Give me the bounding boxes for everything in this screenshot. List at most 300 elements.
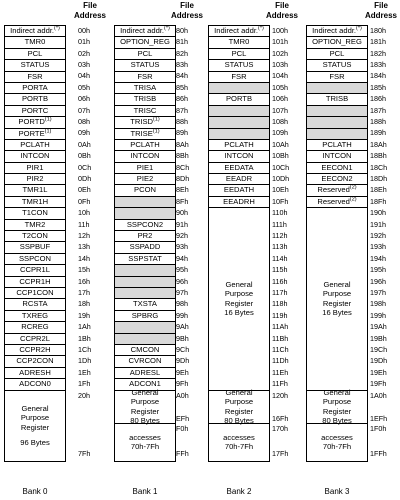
gpr-label-line: General	[225, 279, 253, 289]
register-cell	[115, 242, 175, 253]
file-address: 104h	[272, 71, 288, 81]
unimplemented-register	[209, 106, 269, 117]
file-address: 180h	[370, 25, 386, 35]
register-cell	[5, 220, 65, 231]
gpr-label-line: Register	[322, 298, 352, 308]
file-address: 1Eh	[78, 367, 91, 377]
register-footnote: (*)	[258, 26, 264, 32]
file-address: 8Eh	[176, 185, 189, 195]
register-name: PCL	[137, 48, 153, 58]
register-cell	[5, 197, 65, 208]
register-name: TRISE	[130, 128, 153, 138]
register-name: CCPR2L	[20, 333, 50, 343]
register-cell	[209, 185, 269, 196]
register-cell	[307, 94, 367, 105]
register-name: PCLATH	[130, 139, 160, 149]
register-name: SPBRG	[131, 310, 159, 320]
register-cell	[5, 345, 65, 356]
file-address: 108h	[272, 116, 288, 126]
register-name: SSPADD	[129, 242, 161, 252]
file-address: 04h	[78, 71, 90, 81]
register-cell	[5, 83, 65, 94]
file-address: 92h	[176, 230, 188, 240]
unimplemented-register	[115, 265, 175, 276]
register-name: PR2	[137, 231, 153, 241]
file-address: 109h	[272, 128, 288, 138]
register-name: STATUS	[322, 60, 352, 70]
file-address: 192h	[370, 230, 386, 240]
register-name: INTCON	[322, 151, 352, 161]
accesses-start-address: 170h	[272, 424, 288, 433]
register-cell	[5, 60, 65, 71]
file-address: 98h	[176, 299, 188, 309]
file-address: 115h	[272, 265, 288, 275]
file-address: 18Fh	[370, 196, 387, 206]
register-cell	[115, 299, 175, 310]
register-cell	[5, 277, 65, 288]
register-cell	[115, 49, 175, 60]
gpr-label-line: Register	[224, 298, 254, 308]
register-name: OPTION_REG	[120, 37, 170, 47]
file-address: 11Fh	[272, 379, 288, 389]
file-address: 93h	[176, 242, 188, 252]
register-cell	[115, 60, 175, 71]
accesses-label-line: accesses	[321, 432, 353, 442]
gpr-label-line: Register	[20, 422, 50, 432]
register-name: CCPR1H	[19, 276, 51, 286]
file-address: 19Ah	[370, 322, 387, 332]
register-name: PCLATH	[224, 139, 254, 149]
register-cell	[5, 26, 65, 37]
register-cell	[209, 60, 269, 71]
general-purpose-register-16-bytes	[307, 208, 367, 390]
register-cell	[5, 140, 65, 151]
register-name: PIE1	[136, 162, 154, 172]
register-cell	[307, 49, 367, 60]
register-name: EECON1	[321, 162, 353, 172]
file-address: 18Ch	[370, 162, 388, 172]
register-cell	[115, 345, 175, 356]
gpr-label-line: Purpose	[20, 413, 50, 423]
file-address-header-line2: Address	[364, 10, 397, 20]
file-address: 195h	[370, 265, 386, 275]
unimplemented-register	[307, 129, 367, 140]
file-address: 11Bh	[272, 333, 289, 343]
file-address: 9Ah	[176, 322, 189, 332]
register-name: TRISB	[325, 94, 349, 104]
file-address: 11h	[78, 219, 90, 229]
register-cell	[5, 151, 65, 162]
file-address: 03h	[78, 59, 90, 69]
register-footnote: (2)	[349, 185, 357, 191]
register-name: Reserved	[317, 185, 350, 195]
register-cell	[115, 356, 175, 367]
file-address: 94h	[176, 253, 188, 263]
register-cell	[115, 106, 175, 117]
register-name: STATUS	[224, 60, 254, 70]
register-cell	[307, 26, 367, 37]
file-address: 9Fh	[176, 379, 189, 389]
file-address: 0Bh	[78, 151, 91, 161]
register-cell	[115, 129, 175, 140]
accesses-common-ram	[307, 424, 367, 461]
bank-label: Bank 3	[324, 487, 350, 496]
accesses-end-address: 1FFh	[370, 449, 387, 458]
register-name: TXREG	[21, 310, 49, 320]
file-address: 8Fh	[176, 196, 189, 206]
register-footnote: (1)	[44, 128, 52, 134]
unimplemented-register	[209, 83, 269, 94]
register-cell	[209, 49, 269, 60]
file-address: 19Dh	[370, 356, 388, 366]
register-cell	[5, 334, 65, 345]
gpr-label-line: General	[323, 279, 351, 289]
register-name: FSR	[231, 71, 247, 81]
file-address: 09h	[78, 128, 90, 138]
gpr-label-line: 80 Bytes	[224, 416, 254, 426]
file-address: 193h	[370, 242, 386, 252]
gpr-start-address: 1A0h	[370, 390, 387, 400]
register-cell	[307, 37, 367, 48]
gpr-start-address: 120h	[272, 390, 288, 400]
file-address: 103h	[272, 59, 288, 69]
gpr-label-line: Purpose	[224, 397, 254, 407]
gpr-label-line: General	[131, 387, 159, 397]
accesses-start-address: 1F0h	[370, 424, 387, 433]
file-address: 19h	[78, 310, 90, 320]
register-name: PIR1	[26, 162, 44, 172]
gpr-label-line: General	[323, 387, 351, 397]
register-cell	[307, 72, 367, 83]
file-address: 184h	[370, 71, 386, 81]
register-name: T2CON	[22, 231, 48, 241]
file-address: 05h	[78, 82, 90, 92]
register-footnote: (*)	[164, 26, 170, 32]
accesses-common-ram	[209, 424, 269, 461]
register-name: FSR	[27, 71, 43, 81]
register-cell	[5, 322, 65, 333]
register-name: Indirect addr.	[312, 26, 357, 35]
register-name: RCSTA	[22, 299, 48, 309]
file-address: 110h	[272, 208, 288, 218]
register-cell	[209, 174, 269, 185]
register-name: TRISC	[133, 105, 157, 115]
register-name: TMR2	[24, 219, 46, 229]
bank-0-column	[4, 25, 66, 462]
register-name: PCLATH	[322, 139, 352, 149]
file-address: 15h	[78, 265, 90, 275]
register-cell	[209, 72, 269, 83]
gpr-start-address: 20h	[78, 390, 90, 400]
file-address: 196h	[370, 276, 386, 286]
file-address: 02h	[78, 48, 90, 58]
file-address: 06h	[78, 94, 90, 104]
register-name: T1CON	[22, 208, 48, 218]
register-cell	[5, 231, 65, 242]
register-cell	[307, 197, 367, 208]
register-footnote: (1)	[152, 128, 160, 134]
register-name: EEADRH	[223, 196, 255, 206]
accesses-end-address: FFh	[176, 449, 189, 458]
register-cell	[115, 231, 175, 242]
gpr-end-address: 1EFh	[370, 414, 388, 423]
file-address-header-line1: File	[275, 1, 289, 10]
file-address: 13h	[78, 242, 90, 252]
register-cell	[5, 37, 65, 48]
register-name: FSR	[329, 71, 345, 81]
gpr-label-line: Purpose	[130, 397, 160, 407]
unimplemented-register	[209, 129, 269, 140]
register-name: SSPCON	[18, 253, 52, 263]
file-address: 188h	[370, 116, 386, 126]
register-name: SSPSTAT	[128, 253, 162, 263]
register-cell	[115, 368, 175, 379]
file-address: 99h	[176, 310, 188, 320]
file-address: 0Eh	[78, 185, 91, 195]
register-name: TRISB	[133, 94, 157, 104]
bank-label: Bank 2	[226, 487, 252, 496]
register-cell	[115, 151, 175, 162]
file-address-header-line1: File	[374, 1, 388, 10]
gpr-start-address: A0h	[176, 390, 189, 400]
register-name: Indirect addr.	[120, 26, 165, 35]
gpr-end-address: 7Fh	[78, 449, 91, 458]
file-address: 18Eh	[370, 185, 387, 195]
register-cell	[5, 94, 65, 105]
file-address: 116h	[272, 276, 288, 286]
register-cell	[5, 379, 65, 390]
file-address: 10h	[78, 208, 90, 218]
register-cell	[5, 254, 65, 265]
register-cell	[5, 163, 65, 174]
file-address: 86h	[176, 94, 188, 104]
file-address: 90h	[176, 208, 188, 218]
file-address: 0Dh	[78, 173, 92, 183]
file-address: 19Ch	[370, 344, 388, 354]
register-name: TRISA	[133, 82, 157, 92]
register-name: TMR1H	[21, 196, 49, 206]
file-address: 11Ah	[272, 322, 289, 332]
file-address: 113h	[272, 242, 288, 252]
file-address: 19Fh	[370, 379, 387, 389]
register-cell	[5, 265, 65, 276]
file-address: 112h	[272, 230, 288, 240]
register-cell	[307, 151, 367, 162]
gpr-label-line: Register	[224, 406, 254, 416]
unimplemented-register	[307, 117, 367, 128]
gpr-label-line: General	[21, 403, 49, 413]
file-address: 1Ah	[78, 322, 91, 332]
gpr-end-address: EFh	[176, 414, 190, 423]
general-purpose-register-block	[209, 387, 269, 426]
register-name: EEADR	[225, 174, 253, 184]
register-name: PCL	[27, 48, 43, 58]
register-name: CCP1CON	[16, 287, 54, 297]
register-name: TMR0	[228, 37, 250, 47]
file-address: 89h	[176, 128, 188, 138]
unimplemented-register	[115, 197, 175, 208]
gpr-label-line: General	[225, 387, 253, 397]
register-name: SSPBUF	[19, 242, 51, 252]
file-address-header	[167, 1, 207, 20]
register-name: PCL	[231, 48, 247, 58]
accesses-label-line: 70h-7Fh	[130, 442, 160, 452]
bank-label: Bank 0	[22, 487, 48, 496]
register-name: PORTA	[22, 82, 48, 92]
register-name: CMCON	[130, 344, 160, 354]
gpr-label-line: 96 Bytes	[20, 438, 50, 448]
gpr-label-line: 16 Bytes	[224, 308, 254, 318]
file-address: 97h	[176, 287, 188, 297]
file-address: 82h	[176, 48, 188, 58]
file-address: 101h	[272, 37, 288, 47]
file-address: 10Ah	[272, 139, 289, 149]
register-name: Indirect addr.	[214, 26, 259, 35]
register-name: EEDATA	[224, 162, 254, 172]
file-address: 100h	[272, 25, 288, 35]
register-cell	[5, 208, 65, 219]
accesses-label-line: accesses	[223, 432, 255, 442]
register-cell	[115, 311, 175, 322]
file-address: 1Fh	[78, 379, 91, 389]
file-address: 19Eh	[370, 367, 387, 377]
unimplemented-register	[209, 117, 269, 128]
register-cell	[115, 26, 175, 37]
file-address: 189h	[370, 128, 386, 138]
register-cell	[307, 174, 367, 185]
unimplemented-register	[307, 106, 367, 117]
file-address: 1Dh	[78, 356, 92, 366]
file-address: 91h	[176, 219, 188, 229]
register-cell	[115, 163, 175, 174]
register-cell	[115, 94, 175, 105]
register-cell	[115, 117, 175, 128]
gpr-label-line: Purpose	[322, 289, 352, 299]
file-address: 18Bh	[370, 151, 387, 161]
register-cell	[5, 288, 65, 299]
general-purpose-register-block	[5, 391, 65, 461]
register-name: PORTC	[21, 105, 49, 115]
file-address-header	[70, 1, 110, 20]
register-name: OPTION_REG	[312, 37, 362, 47]
file-address: 114h	[272, 253, 288, 263]
register-name: EECON2	[321, 174, 353, 184]
register-cell	[115, 140, 175, 151]
register-cell	[5, 356, 65, 367]
gpr-end-address: 16Fh	[272, 414, 289, 423]
register-name: PORTB	[21, 94, 49, 104]
file-address: 10Eh	[272, 185, 289, 195]
register-name: CCPR2H	[19, 344, 51, 354]
gpr-label-line: Purpose	[224, 289, 254, 299]
file-address: 81h	[176, 37, 188, 47]
register-name: TRISD	[130, 117, 154, 127]
register-cell	[5, 174, 65, 185]
register-name: PCL	[329, 48, 345, 58]
file-address: 18Ah	[370, 139, 387, 149]
file-address: 84h	[176, 71, 188, 81]
register-name: INTCON	[130, 151, 160, 161]
register-name: INTCON	[224, 151, 254, 161]
register-cell	[5, 117, 65, 128]
file-address: 102h	[272, 48, 288, 58]
accesses-label-line: 70h-7Fh	[224, 442, 254, 452]
register-footnote: (1)	[153, 117, 160, 123]
file-address-header	[262, 1, 302, 20]
bank-1-column	[114, 25, 176, 462]
register-name: CVRCON	[128, 356, 162, 366]
file-address: 0Ch	[78, 162, 92, 172]
register-name: SSPCON2	[126, 219, 164, 229]
file-address: 0Fh	[78, 196, 91, 206]
register-name: TMR1L	[22, 185, 48, 195]
file-address: 111h	[272, 219, 287, 229]
unimplemented-register	[115, 334, 175, 345]
file-address: 10Dh	[272, 173, 290, 183]
unimplemented-register	[115, 277, 175, 288]
register-cell	[209, 94, 269, 105]
file-address-header-line2: Address	[170, 10, 203, 20]
file-address: 183h	[370, 59, 386, 69]
file-address: 96h	[176, 276, 188, 286]
register-name: INTCON	[20, 151, 50, 161]
register-cell	[209, 26, 269, 37]
file-address: 9Ch	[176, 344, 190, 354]
file-address: 198h	[370, 299, 386, 309]
file-address: 95h	[176, 265, 188, 275]
gpr-label-line: 16 Bytes	[322, 308, 352, 318]
file-address: 117h	[272, 287, 288, 297]
bank-3-column	[306, 25, 368, 462]
register-name: EEDATH	[223, 185, 255, 195]
register-name: ADCON1	[129, 379, 161, 389]
accesses-label-line: 70h-7Fh	[322, 442, 352, 452]
file-address: 80h	[176, 25, 188, 35]
register-cell	[209, 140, 269, 151]
register-name: PORTD	[18, 117, 45, 127]
file-address: 9Bh	[176, 333, 189, 343]
bank-2-column	[208, 25, 270, 462]
file-address: 11Eh	[272, 367, 289, 377]
file-address: 07h	[78, 105, 90, 115]
file-address: 12h	[78, 230, 90, 240]
register-cell	[5, 106, 65, 117]
file-address: 17h	[78, 287, 90, 297]
file-address: 16h	[78, 276, 90, 286]
file-address: 08h	[78, 116, 90, 126]
file-address: 11Ch	[272, 344, 289, 354]
file-address: 199h	[370, 310, 386, 320]
register-cell	[115, 254, 175, 265]
register-name: TXSTA	[133, 299, 157, 309]
file-address: 18h	[78, 299, 90, 309]
file-address: 8Bh	[176, 151, 189, 161]
register-name: PORTE	[18, 128, 45, 138]
bank-label: Bank 1	[132, 487, 158, 496]
file-address: 8Ch	[176, 162, 190, 172]
register-cell	[5, 311, 65, 322]
file-address-header-line2: Address	[73, 10, 106, 20]
register-name: CCPR1L	[20, 265, 50, 275]
file-address: 19Bh	[370, 333, 387, 343]
register-name: ADCON0	[19, 379, 51, 389]
unimplemented-register	[115, 208, 175, 219]
file-address-header-line1: File	[180, 1, 194, 10]
file-address: 85h	[176, 82, 188, 92]
file-address: 88h	[176, 116, 188, 126]
file-address: 10Fh	[272, 196, 289, 206]
file-address: 194h	[370, 253, 386, 263]
